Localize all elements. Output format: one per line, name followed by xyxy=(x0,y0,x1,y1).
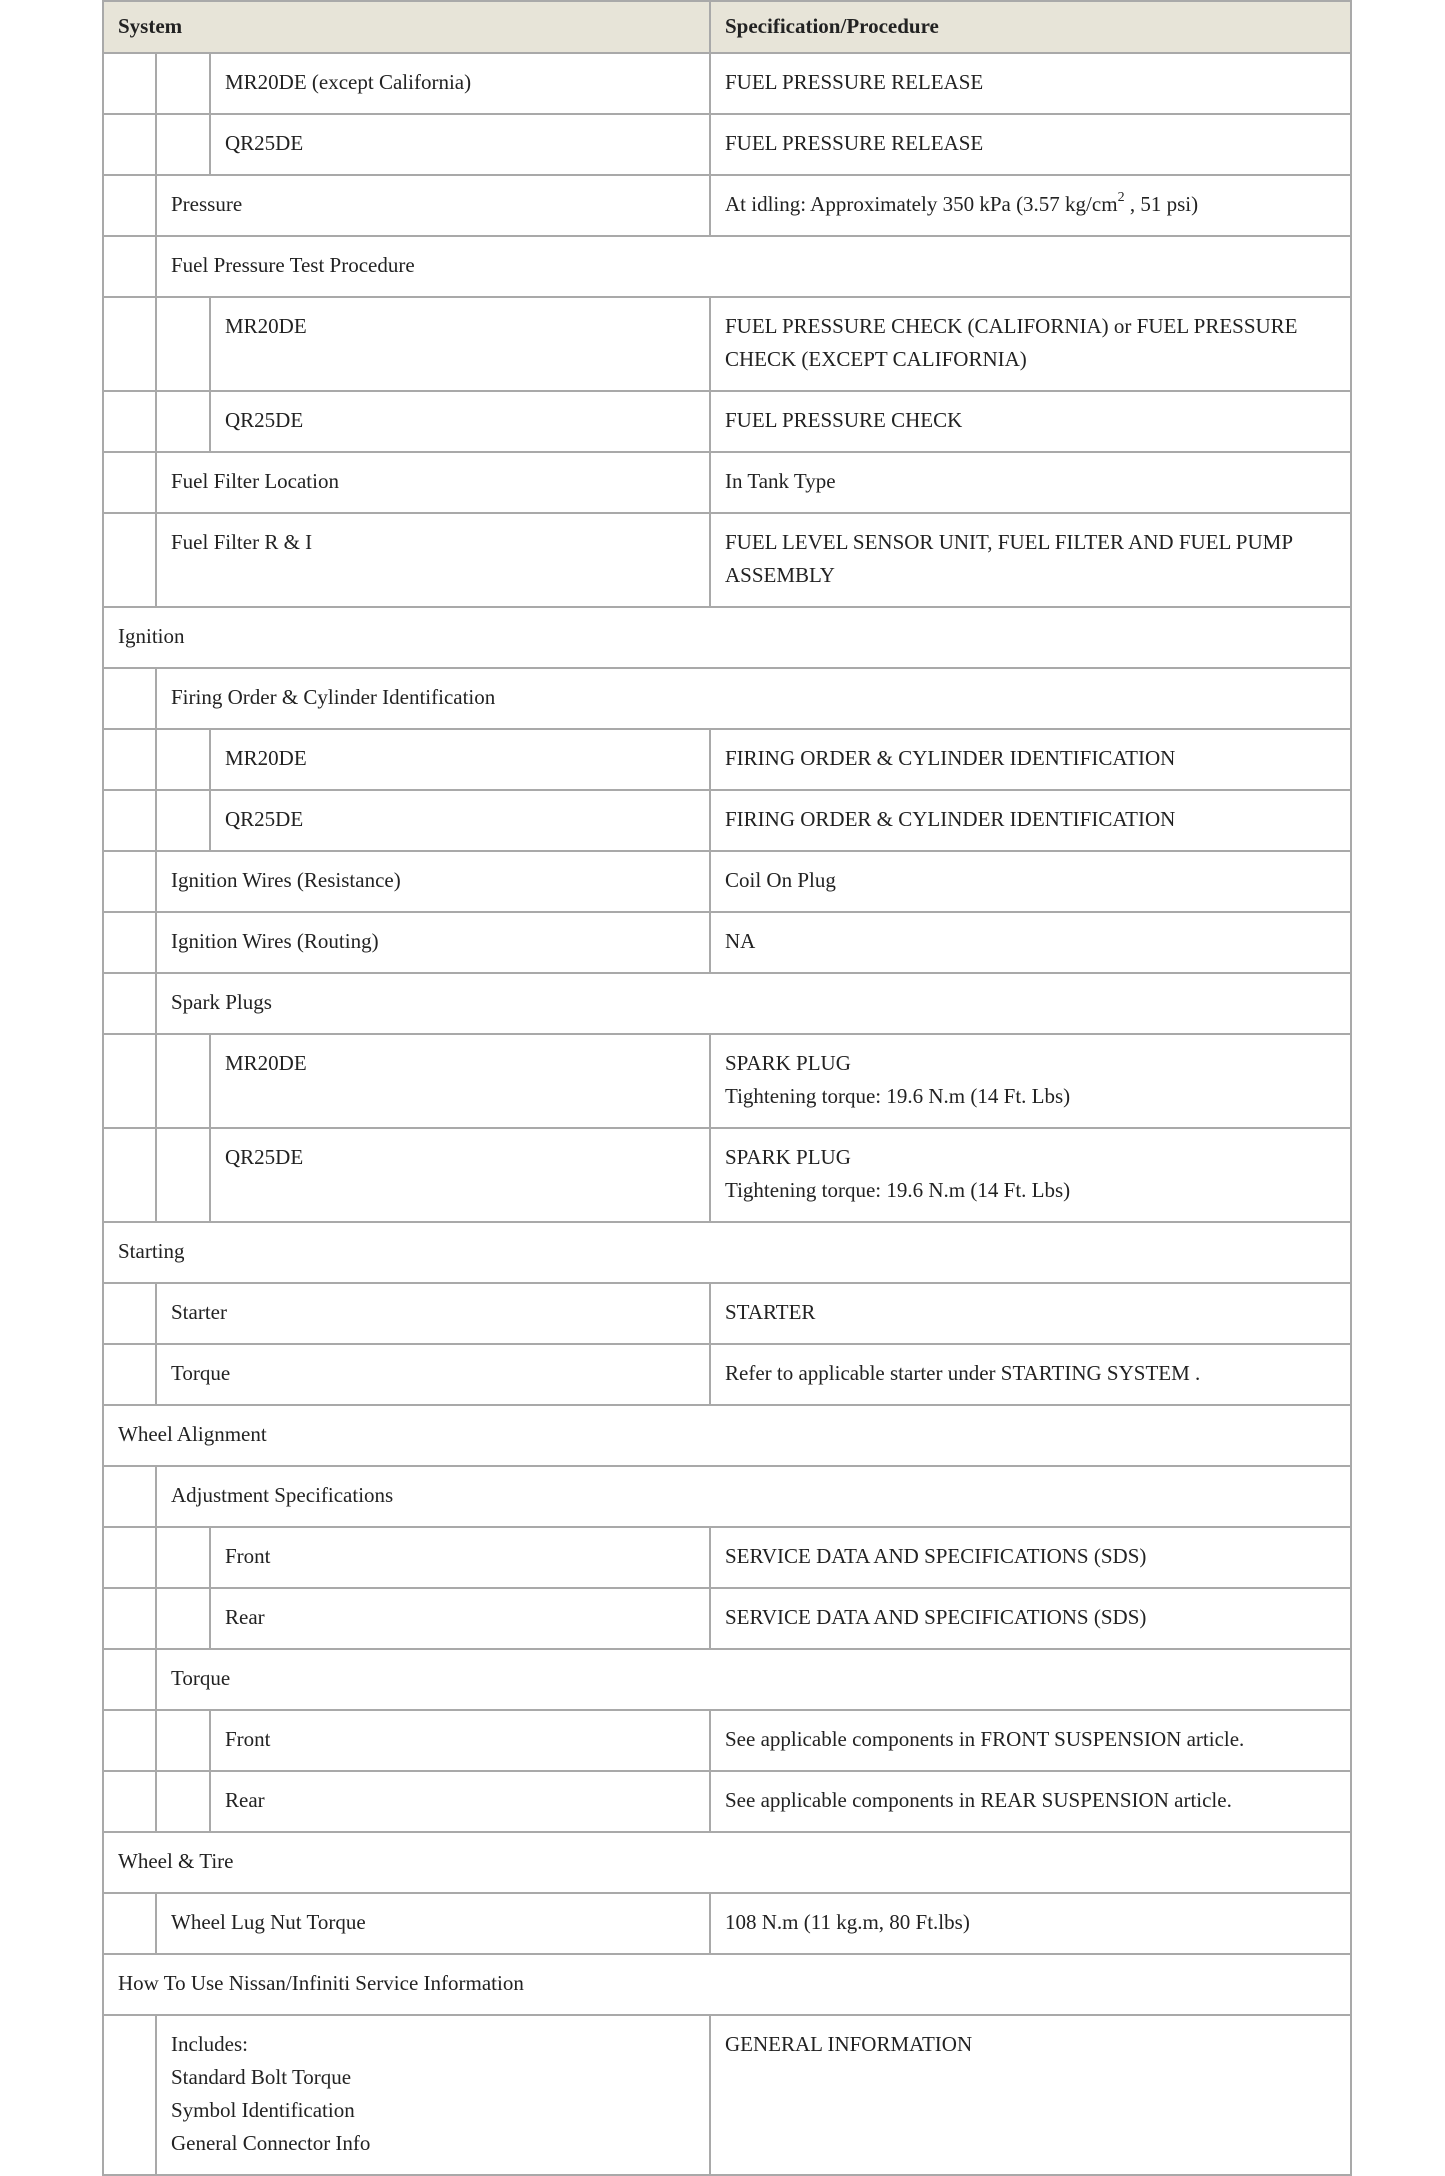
indent-cell xyxy=(103,452,156,513)
indent-cell xyxy=(103,175,156,236)
indent-cell xyxy=(103,729,156,790)
table-row xyxy=(103,1405,1351,1466)
table-row xyxy=(103,1649,1351,1710)
spec-cell-line: Tightening torque: 19.6 N.m (14 Ft. Lbs) xyxy=(725,1178,1071,1202)
system-cell: Starting xyxy=(103,1222,1351,1283)
system-cell: Torque xyxy=(156,1649,1351,1710)
table-row xyxy=(103,1283,1351,1344)
table-row xyxy=(103,1527,1351,1588)
table-row xyxy=(103,1466,1351,1527)
system-cell: Torque xyxy=(156,1344,710,1405)
indent-cell xyxy=(156,790,210,851)
indent-cell xyxy=(103,114,156,175)
spec-cell: FUEL PRESSURE CHECK xyxy=(710,391,1351,452)
system-cell: QR25DE xyxy=(210,391,710,452)
system-cell: Rear xyxy=(210,1588,710,1649)
spec-cell xyxy=(710,1034,1351,1128)
spec-table-container xyxy=(102,0,1350,2176)
indent-cell xyxy=(103,297,156,391)
indent-cell xyxy=(103,513,156,607)
table-row xyxy=(103,1344,1351,1405)
table-row xyxy=(103,790,1351,851)
system-cell: How To Use Nissan/Infiniti Service Information xyxy=(103,1954,1351,2015)
table-row xyxy=(103,513,1351,607)
table-row xyxy=(103,729,1351,790)
table-row xyxy=(103,973,1351,1034)
spec-cell: SERVICE DATA AND SPECIFICATIONS (SDS) xyxy=(710,1588,1351,1649)
indent-cell xyxy=(103,1527,156,1588)
indent-cell xyxy=(103,1771,156,1832)
system-cell-line: Includes: xyxy=(171,2032,248,2056)
system-cell: Starter xyxy=(156,1283,710,1344)
system-cell: MR20DE xyxy=(210,1034,710,1128)
spec-cell: SERVICE DATA AND SPECIFICATIONS (SDS) xyxy=(710,1527,1351,1588)
indent-cell xyxy=(103,1128,156,1222)
spec-cell: FIRING ORDER & CYLINDER IDENTIFICATION xyxy=(710,790,1351,851)
spec-cell: See applicable components in FRONT SUSPENSION article. xyxy=(710,1710,1351,1771)
system-cell: Pressure xyxy=(156,175,710,236)
system-cell: Wheel & Tire xyxy=(103,1832,1351,1893)
system-cell: Front xyxy=(210,1527,710,1588)
indent-cell xyxy=(103,912,156,973)
table-row xyxy=(103,1222,1351,1283)
table-row xyxy=(103,668,1351,729)
indent-cell xyxy=(103,2015,156,2175)
system-cell: Adjustment Specifications xyxy=(156,1466,1351,1527)
table-row xyxy=(103,391,1351,452)
indent-cell xyxy=(103,391,156,452)
indent-cell xyxy=(103,1344,156,1405)
table-row xyxy=(103,607,1351,668)
indent-cell xyxy=(103,1893,156,1954)
spec-cell: See applicable components in REAR SUSPENSION article. xyxy=(710,1771,1351,1832)
spec-text: At idling: Approximately 350 kPa (3.57 kg/cm xyxy=(725,192,1118,216)
spec-cell: FUEL PRESSURE CHECK (CALIFORNIA) or FUEL PRESSURE CHECK (EXCEPT CALIFORNIA) xyxy=(710,297,1351,391)
table-row xyxy=(103,2015,1351,2175)
indent-cell xyxy=(103,1710,156,1771)
spec-cell-line: Tightening torque: 19.6 N.m (14 Ft. Lbs) xyxy=(725,1084,1071,1108)
spec-text: , 51 psi) xyxy=(1124,192,1199,216)
indent-cell xyxy=(156,391,210,452)
spec-cell: Refer to applicable starter under STARTING SYSTEM . xyxy=(710,1344,1351,1405)
header-system: System xyxy=(103,1,710,53)
table-row xyxy=(103,175,1351,236)
table-row xyxy=(103,236,1351,297)
spec-cell: FIRING ORDER & CYLINDER IDENTIFICATION xyxy=(710,729,1351,790)
system-cell: Front xyxy=(210,1710,710,1771)
spec-table xyxy=(102,0,1352,2176)
system-cell-line: Symbol Identification xyxy=(171,2098,355,2122)
spec-cell: FUEL LEVEL SENSOR UNIT, FUEL FILTER AND FUEL PUMP ASSEMBLY xyxy=(710,513,1351,607)
system-cell: Wheel Lug Nut Torque xyxy=(156,1893,710,1954)
indent-cell xyxy=(103,668,156,729)
spec-cell: 108 N.m (11 kg.m, 80 Ft.lbs) xyxy=(710,1893,1351,1954)
indent-cell xyxy=(103,1588,156,1649)
system-cell: MR20DE xyxy=(210,729,710,790)
indent-cell xyxy=(156,1527,210,1588)
indent-cell xyxy=(103,1283,156,1344)
system-cell: Fuel Pressure Test Procedure xyxy=(156,236,1351,297)
system-cell: QR25DE xyxy=(210,790,710,851)
table-row xyxy=(103,1771,1351,1832)
table-row xyxy=(103,114,1351,175)
indent-cell xyxy=(103,1649,156,1710)
spec-cell: FUEL PRESSURE RELEASE xyxy=(710,114,1351,175)
indent-cell xyxy=(156,1128,210,1222)
header-specification: Specification/Procedure xyxy=(710,1,1351,53)
indent-cell xyxy=(156,297,210,391)
system-cell: Rear xyxy=(210,1771,710,1832)
system-cell: Ignition Wires (Routing) xyxy=(156,912,710,973)
spec-superscript: 2 xyxy=(1117,190,1125,205)
system-cell: QR25DE xyxy=(210,114,710,175)
indent-cell xyxy=(103,53,156,114)
system-cell: Firing Order & Cylinder Identification xyxy=(156,668,1351,729)
spec-cell xyxy=(710,175,1351,236)
spec-cell xyxy=(710,1128,1351,1222)
system-cell: Wheel Alignment xyxy=(103,1405,1351,1466)
indent-cell xyxy=(156,729,210,790)
system-cell: Spark Plugs xyxy=(156,973,1351,1034)
table-row xyxy=(103,1034,1351,1128)
system-cell-line: Standard Bolt Torque xyxy=(171,2065,352,2089)
indent-cell xyxy=(156,53,210,114)
system-cell: Ignition Wires (Resistance) xyxy=(156,851,710,912)
indent-cell xyxy=(103,973,156,1034)
indent-cell xyxy=(156,1771,210,1832)
system-cell: Fuel Filter R & I xyxy=(156,513,710,607)
indent-cell xyxy=(103,1034,156,1128)
system-cell-line: General Connector Info xyxy=(171,2131,371,2155)
spec-cell-line: SPARK PLUG xyxy=(725,1145,851,1169)
system-cell: Ignition xyxy=(103,607,1351,668)
spec-cell: Coil On Plug xyxy=(710,851,1351,912)
table-row xyxy=(103,1588,1351,1649)
indent-cell xyxy=(156,1588,210,1649)
indent-cell xyxy=(103,1466,156,1527)
spec-cell: GENERAL INFORMATION xyxy=(710,2015,1351,2175)
table-row xyxy=(103,297,1351,391)
spec-cell-line: SPARK PLUG xyxy=(725,1051,851,1075)
system-cell: MR20DE (except California) xyxy=(210,53,710,114)
indent-cell xyxy=(156,1034,210,1128)
table-row xyxy=(103,1893,1351,1954)
table-row xyxy=(103,1832,1351,1893)
table-row xyxy=(103,851,1351,912)
system-cell: QR25DE xyxy=(210,1128,710,1222)
indent-cell xyxy=(156,114,210,175)
table-row xyxy=(103,1128,1351,1222)
spec-cell: NA xyxy=(710,912,1351,973)
table-row xyxy=(103,452,1351,513)
indent-cell xyxy=(156,1710,210,1771)
spec-cell: FUEL PRESSURE RELEASE xyxy=(710,53,1351,114)
system-cell: MR20DE xyxy=(210,297,710,391)
table-row xyxy=(103,1954,1351,2015)
system-cell xyxy=(156,2015,710,2175)
table-row xyxy=(103,1710,1351,1771)
table-row xyxy=(103,53,1351,114)
system-cell: Fuel Filter Location xyxy=(156,452,710,513)
indent-cell xyxy=(103,236,156,297)
spec-cell: STARTER xyxy=(710,1283,1351,1344)
spec-cell: In Tank Type xyxy=(710,452,1351,513)
table-row xyxy=(103,912,1351,973)
indent-cell xyxy=(103,851,156,912)
table-header-row xyxy=(103,1,1351,53)
indent-cell xyxy=(103,790,156,851)
